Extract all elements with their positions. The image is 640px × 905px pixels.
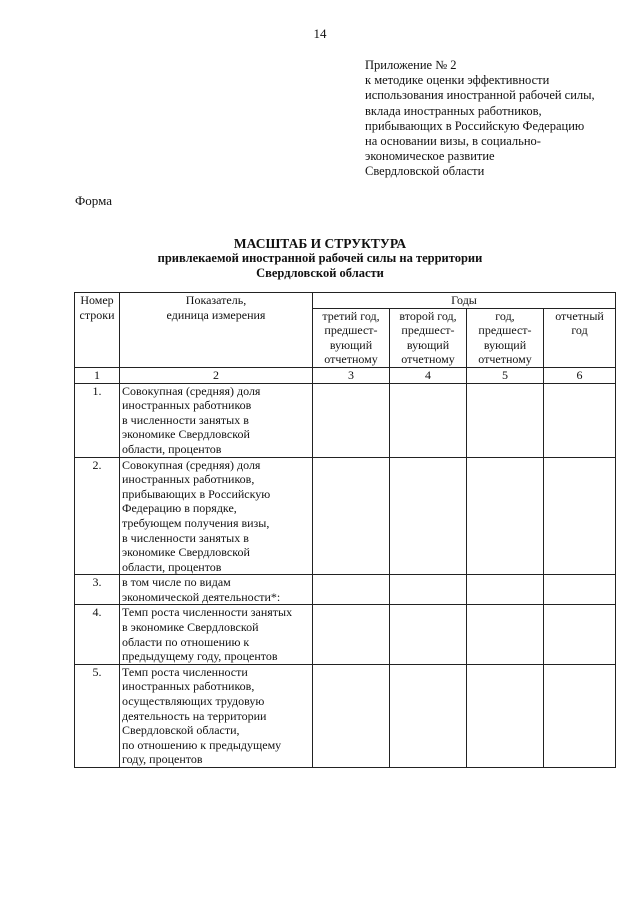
row-number: 1.: [75, 383, 120, 457]
value-cell: [313, 605, 390, 664]
table-row: [75, 575, 616, 605]
title-line-2: привлекаемой иностранной рабочей силы на территории: [157, 251, 483, 265]
table-row: [75, 457, 616, 575]
column-index: 4: [390, 367, 467, 383]
value-cell: [390, 664, 467, 767]
row-number: 5.: [75, 664, 120, 767]
header-reporting-year: отчетный год: [544, 308, 616, 367]
value-cell: [313, 664, 390, 767]
column-index-row: [75, 367, 616, 383]
value-cell: [313, 457, 390, 575]
document-title: [0, 236, 640, 281]
appendix-note: [365, 58, 615, 180]
header-year-2-prior: второй год, предшест- вующий отчетному: [390, 308, 467, 367]
indicators-table: [74, 292, 616, 768]
header-row-number: Номер строки: [75, 293, 120, 368]
table-row: [75, 605, 616, 664]
appendix-line: экономическое развитие: [365, 149, 495, 164]
column-index: 5: [467, 367, 544, 383]
header-row: [75, 293, 616, 309]
value-cell: [544, 575, 616, 605]
appendix-line: прибывающих в Российскую Федерацию: [365, 118, 585, 133]
table-row: [75, 664, 616, 767]
page-number: 14: [313, 26, 327, 41]
value-cell: [313, 383, 390, 457]
row-indicator: Темп роста численности занятых в экономике Свердловской области по отношению к предыдущему году, процентов: [120, 605, 313, 664]
value-cell: [390, 383, 467, 457]
column-index: 6: [544, 367, 616, 383]
value-cell: [544, 457, 616, 575]
appendix-line: к методике оценки эффективности: [365, 73, 550, 88]
row-indicator: Темп роста численности иностранных работников, осуществляющих трудовую деятельность на территории Свердловской области, по отношению к предыдущему году, процентов: [120, 664, 313, 767]
header-years: Годы: [313, 293, 616, 309]
header-year-1-prior: год, предшест- вующий отчетному: [467, 308, 544, 367]
value-cell: [467, 605, 544, 664]
value-cell: [467, 457, 544, 575]
row-indicator: Совокупная (средняя) доля иностранных работников, прибывающих в Российскую Федерацию в порядке, требующем получения визы, в численности занятых в экономике Свердловской области, процентов: [120, 457, 313, 575]
appendix-line: вклада иностранных работников,: [365, 103, 542, 118]
value-cell: [544, 605, 616, 664]
value-cell: [467, 575, 544, 605]
column-index: 1: [75, 367, 120, 383]
appendix-line: использования иностранной рабочей силы,: [365, 88, 595, 103]
value-cell: [544, 664, 616, 767]
header-year-3-prior: третий год, предшест- вующий отчетному: [313, 308, 390, 367]
row-number: 2.: [75, 457, 120, 575]
value-cell: [313, 575, 390, 605]
appendix-line: Приложение № 2: [365, 58, 457, 72]
value-cell: [390, 457, 467, 575]
title-line-3: Свердловской области: [256, 266, 384, 280]
form-label: Форма: [75, 193, 112, 208]
column-index: 2: [120, 367, 313, 383]
value-cell: [390, 605, 467, 664]
title-line-1: МАСШТАБ И СТРУКТУРА: [233, 236, 407, 251]
value-cell: [467, 383, 544, 457]
appendix-line: на основании визы, в социально-: [365, 134, 541, 149]
header-indicator: Показатель, единица измерения: [120, 293, 313, 368]
value-cell: [390, 575, 467, 605]
row-indicator: в том числе по видам экономической деятельности*:: [120, 575, 313, 605]
row-number: 3.: [75, 575, 120, 605]
row-number: 4.: [75, 605, 120, 664]
value-cell: [544, 383, 616, 457]
column-index: 3: [313, 367, 390, 383]
table-row: [75, 383, 616, 457]
appendix-line: Свердловской области: [365, 164, 485, 179]
value-cell: [467, 664, 544, 767]
row-indicator: Совокупная (средняя) доля иностранных работников в численности занятых в экономике Свердловской области, процентов: [120, 383, 313, 457]
